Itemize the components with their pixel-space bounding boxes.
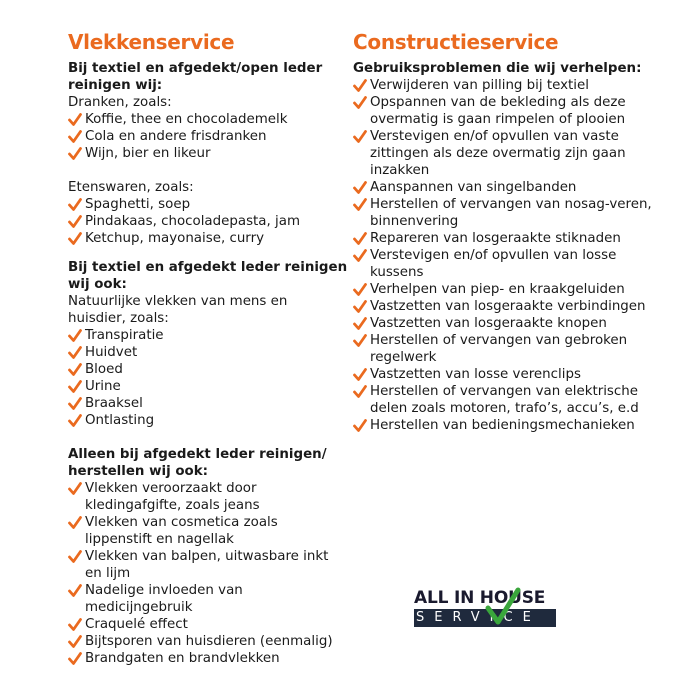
list-item-text: Spaghetti, soep (85, 197, 191, 212)
list-item-text: Urine (85, 379, 121, 394)
logo-checkmark-icon (482, 586, 522, 628)
list-item (68, 582, 348, 616)
checkmark-icon (68, 329, 82, 342)
list-item-text: Verstevigen en/of opvullen van losse kussens (370, 248, 617, 280)
spacer (68, 429, 348, 446)
list-item (68, 480, 348, 514)
list-item-text: Aanspannen van singelbanden (370, 180, 577, 195)
list-item (68, 616, 348, 633)
list-item (68, 514, 348, 548)
construction-service-column (353, 30, 653, 434)
checkmark-icon (353, 419, 367, 432)
section2-header: Bij textiel en afgedekt leder reinigen wij ook: (68, 260, 348, 292)
list-item-text: Vlekken veroorzaakt door kledingafgifte, zoals jeans (85, 481, 260, 513)
list-item-text: Verhelpen van piep- en kraakgeluiden (370, 282, 625, 297)
list-item (353, 417, 653, 434)
list-item-text: Herstellen van bedieningsmechanieken (370, 418, 635, 433)
checkmark-icon (68, 147, 82, 160)
food-intro: Etenswaren, zoals: (68, 180, 194, 195)
list-item (353, 332, 653, 366)
checkmark-icon (68, 113, 82, 126)
checkmark-icon (353, 96, 367, 109)
checkmark-icon (68, 397, 82, 410)
checkmark-icon (353, 385, 367, 398)
list-item-text: Vastzetten van losgeraakte verbindingen (370, 299, 646, 314)
spacer (68, 162, 348, 179)
checkmark-icon (68, 346, 82, 359)
list-item (68, 395, 348, 412)
checkmark-icon (68, 652, 82, 665)
checkmark-icon (68, 130, 82, 143)
spacer (68, 247, 348, 259)
list-item (353, 247, 653, 281)
list-item-text: Ontlasting (85, 413, 155, 428)
leather-stains-list (68, 480, 348, 667)
list-item-text: Bloed (85, 362, 123, 377)
list-item (68, 196, 348, 213)
list-item (353, 196, 653, 230)
list-item-text: Huidvet (85, 345, 138, 360)
list-item-text: Vastzetten van losse verenclips (370, 367, 581, 382)
list-item-text: Verstevigen en/of opvullen van vaste zittingen als deze overmatig zijn gaan inzakken (370, 129, 626, 178)
checkmark-icon (68, 635, 82, 648)
checkmark-icon (353, 317, 367, 330)
list-item (68, 230, 348, 247)
list-item (353, 77, 653, 94)
list-item (68, 548, 348, 582)
list-item (68, 327, 348, 344)
construction-service-title: Constructieservice (353, 30, 559, 54)
list-item (68, 633, 348, 650)
list-item-text: Verwijderen van pilling bij textiel (370, 78, 589, 93)
list-item (68, 378, 348, 395)
list-item (353, 315, 653, 332)
checkmark-icon (68, 550, 82, 563)
list-item-text: Herstellen of vervangen van nosag-veren, binnenvering (370, 197, 652, 229)
list-item (68, 213, 348, 230)
list-item (68, 361, 348, 378)
checkmark-icon (68, 232, 82, 245)
list-item-text: Vlekken van cosmetica zoals lippenstift en nagellak (85, 515, 278, 547)
list-item (353, 366, 653, 383)
list-item (68, 111, 348, 128)
checkmark-icon (353, 232, 367, 245)
list-item-text: Pindakaas, chocoladepasta, jam (85, 214, 300, 229)
checkmark-icon (353, 79, 367, 92)
checkmark-icon (68, 198, 82, 211)
list-item-text: Bijtsporen van huisdieren (eenmalig) (85, 634, 333, 649)
drinks-list (68, 111, 348, 162)
list-item-text: Wijn, bier en likeur (85, 146, 211, 161)
checkmark-icon (68, 482, 82, 495)
list-item-text: Craquelé effect (85, 617, 188, 632)
list-item-text: Ketchup, mayonaise, curry (85, 231, 265, 246)
checkmark-icon (353, 130, 367, 143)
section3-header: Alleen bij afgedekt leder reinigen/ herstellen wij ook: (68, 447, 327, 479)
checkmark-icon (68, 414, 82, 427)
drinks-intro: Dranken, zoals: (68, 95, 172, 110)
list-item (68, 344, 348, 361)
list-item-text: Cola en andere frisdranken (85, 129, 267, 144)
natural-stains-intro: Natuurlijke vlekken van mens en huisdier, zoals: (68, 294, 288, 326)
list-item (68, 128, 348, 145)
list-item-text: Repareren van losgeraakte stiknaden (370, 231, 621, 246)
list-item (353, 128, 653, 179)
list-item-text: Opspannen van de bekleding als deze overmatig is gaan rimpelen of plooien (370, 95, 626, 127)
problems-header: Gebruiksproblemen die wij verhelpen: (353, 61, 642, 76)
list-item (353, 230, 653, 247)
logo-bottom-text: SERVICE (416, 610, 541, 625)
list-item-text: Transpiratie (85, 328, 164, 343)
list-item (353, 179, 653, 196)
list-item-text: Koffie, thee en chocolademelk (85, 112, 288, 127)
list-item (68, 412, 348, 429)
stain-service-title: Vlekkenservice (68, 30, 235, 54)
checkmark-icon (353, 249, 367, 262)
all-in-house-service-logo (414, 588, 556, 628)
checkmark-icon (353, 334, 367, 347)
stain-service-column (68, 30, 348, 667)
checkmark-icon (68, 215, 82, 228)
list-item (68, 145, 348, 162)
list-item-text: Brandgaten en brandvlekken (85, 651, 280, 666)
list-item (353, 298, 653, 315)
list-item (353, 383, 653, 417)
list-item-text: Braaksel (85, 396, 143, 411)
problems-list (353, 77, 653, 434)
logo-top-text: ALL IN HOUSE (414, 588, 546, 608)
checkmark-icon (68, 380, 82, 393)
checkmark-icon (353, 368, 367, 381)
list-item-text: Vlekken van balpen, uitwasbare inkt en lijm (85, 549, 329, 581)
list-item-text: Nadelige invloeden van medicijngebruik (85, 583, 243, 615)
checkmark-icon (353, 300, 367, 313)
section1-header: Bij textiel en afgedekt/open leder reinigen wij: (68, 61, 323, 93)
list-item (68, 650, 348, 667)
list-item (353, 281, 653, 298)
list-item (353, 94, 653, 128)
natural-stains-list (68, 327, 348, 429)
checkmark-icon (68, 618, 82, 631)
food-list (68, 196, 348, 247)
checkmark-icon (68, 516, 82, 529)
list-item-text: Vastzetten van losgeraakte knopen (370, 316, 607, 331)
checkmark-icon (353, 198, 367, 211)
checkmark-icon (353, 181, 367, 194)
checkmark-icon (353, 283, 367, 296)
checkmark-icon (68, 584, 82, 597)
checkmark-icon (68, 363, 82, 376)
list-item-text: Herstellen of vervangen van gebroken regelwerk (370, 333, 628, 365)
list-item-text: Herstellen of vervangen van elektrische delen zoals motoren, trafo’s, accu’s, e.d (370, 384, 639, 416)
